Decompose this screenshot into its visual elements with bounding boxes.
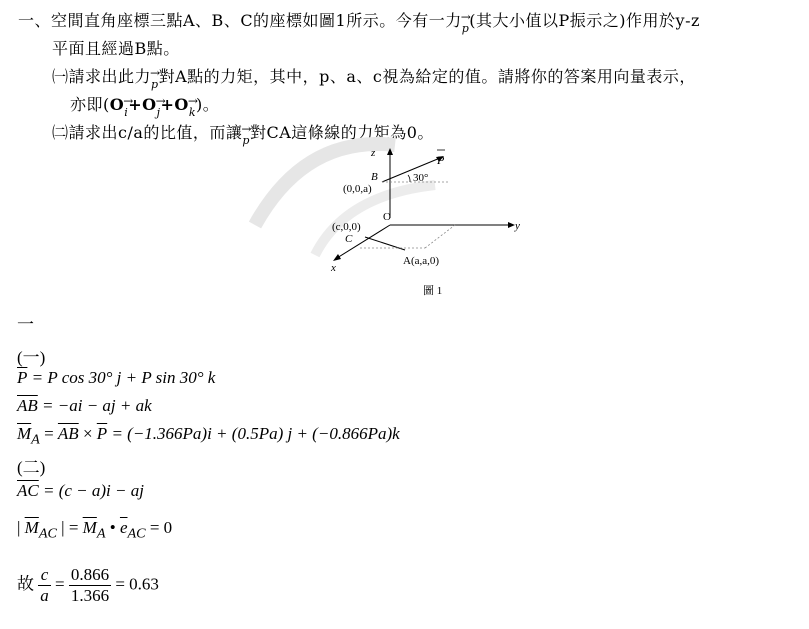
label-angle: 30° [413, 172, 429, 184]
solution-part1-label: (一) [17, 348, 46, 367]
question-line2: 平面且經過B點。 [52, 39, 180, 58]
figure-caption: 圖 1 [423, 285, 443, 297]
axis-y-label: y [515, 220, 520, 232]
equation-6: 故 $\frac{c}{a}$ = $\frac{0.866}{1.366}$ = 0.63 [17, 565, 159, 605]
coordinate-figure [295, 140, 555, 305]
equation-1: $\overline{P} = P$ cos 30° j + P sin 30° k [17, 368, 216, 387]
label-C-coord: (c,0,0) [332, 221, 361, 233]
label-B: B [371, 171, 378, 183]
vector-p: → p [242, 134, 250, 147]
question-part2: ㈡請求出c/a的比值，而讓→ p對CA這條線的力矩為0。 [52, 120, 434, 143]
equation-5: | $\overline{M}_{AC}$ | = $\overline{M}_A$ • $\overline{e}_{AC} = 0$ [17, 518, 173, 542]
solution-header: 一 [17, 315, 34, 334]
fraction-values: $\frac{0.866}{1.366}$ [70, 565, 110, 605]
question-part1-format: 亦即(O→ i+O→ j+O→ k)。 [70, 92, 219, 115]
label-B-coord: (0,0,a) [343, 183, 372, 195]
equation-2: $\overline{AB} = -ai$ − aj + ak [17, 396, 152, 415]
label-A: A(a,a,0) [403, 255, 440, 267]
question-line1: 一、空間直角座標三點A、B、C的座標如圖1所示。今有一力→ p(其大小值以P振示之)作用於y-z [18, 8, 700, 31]
fraction-c-over-a: $\frac{c}{a}$ [40, 565, 49, 605]
axis-z-label: z [371, 147, 376, 159]
label-O: O [383, 211, 391, 223]
axis-x-label: x [331, 262, 336, 274]
equation-4: $\overline{AC} = (c - a)i$ − aj [17, 481, 144, 500]
question-part1: ㈠請求出此力→ p對A點的力矩，其中，p、a、c視為給定的值。請將你的答案用向量表示， [52, 64, 696, 87]
label-P: P [437, 153, 445, 167]
vector-p: → p [151, 78, 159, 91]
label-C: C [345, 233, 353, 245]
equation-3: $\overline{M}_A = \overline{AB} \times \overline{P} = (-1.366Pa)i + (0.5Pa) j + (-0.866Pa)k$ [17, 424, 400, 448]
vector-p: → p [462, 22, 470, 35]
solution-part2-label: (二) [17, 458, 46, 477]
